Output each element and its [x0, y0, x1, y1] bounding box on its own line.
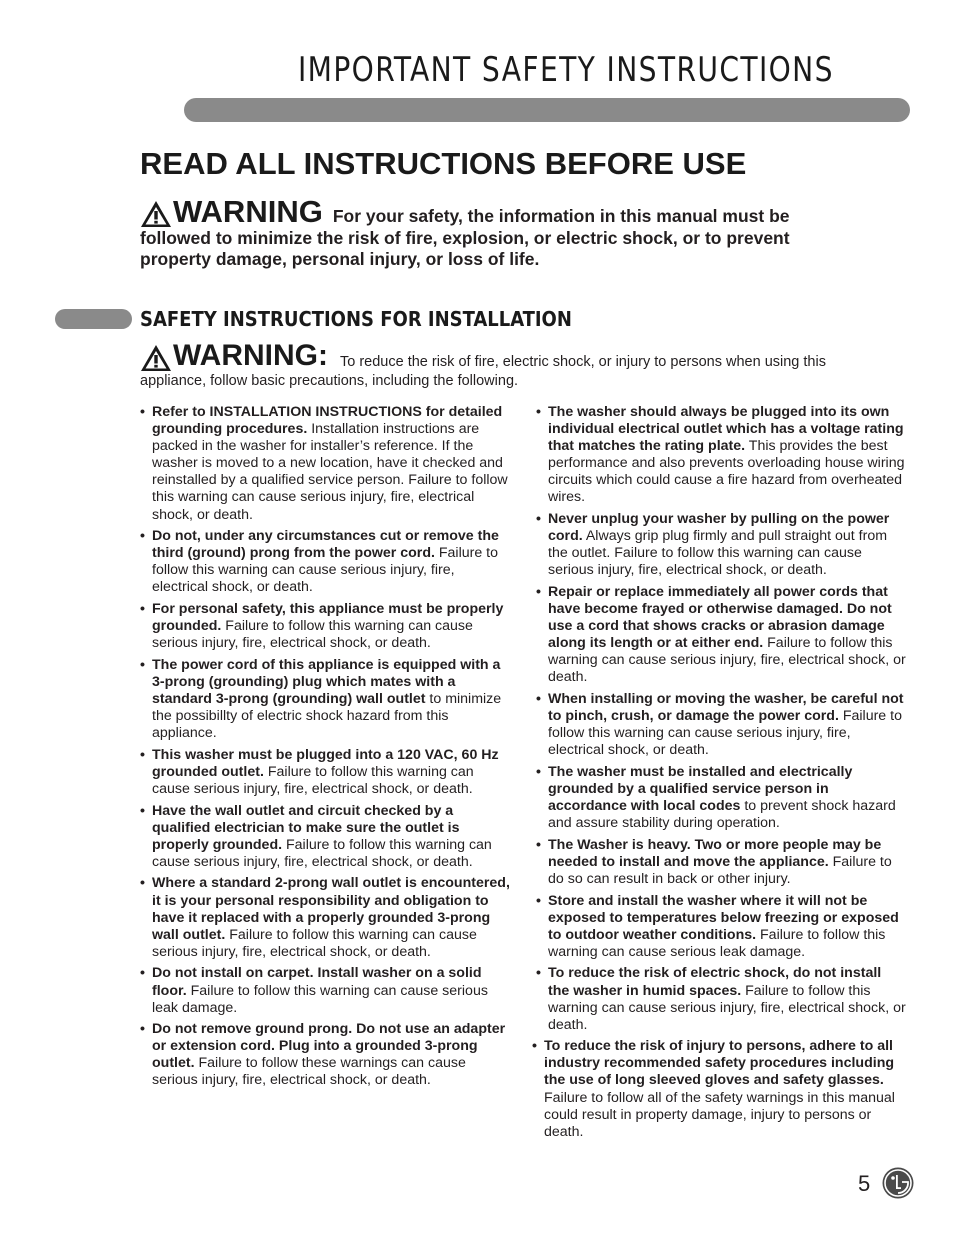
- section-warning-label-text: WARNING:: [173, 339, 328, 372]
- main-warning: [140, 196, 860, 270]
- section-marker: [55, 309, 132, 329]
- section-warning-label: [140, 340, 328, 372]
- item-text: Failure to follow this warning can cause serious injury, fire, electrical shock, or death.: [548, 982, 906, 1033]
- item-bold-text: To reduce the risk of injury to persons, adhere to all industry recommended safety procedures including the use of long sleeved gloves and safety glasses.: [544, 1038, 895, 1089]
- list-item: [140, 747, 512, 798]
- header-bar: [184, 98, 910, 122]
- list-item: [140, 601, 512, 652]
- list-item: [140, 657, 512, 742]
- item-bold-text: Do not remove ground prong. Do not use an adapter or extension cord. Plug into a grounded 3-prong outlet.: [152, 1021, 506, 1072]
- item-bold-text: The Washer is heavy. Two or more people may be needed to install and move the appliance.: [548, 836, 882, 870]
- item-bold-text: Refer to INSTALLATION INSTRUCTIONS for detailed grounding procedures.: [152, 404, 503, 438]
- item-text: Failure to follow this warning can cause serious injury, fire, electrical shock, or death.: [152, 763, 474, 797]
- list-item: [532, 1038, 906, 1141]
- item-text: Failure to follow this warning can cause serious injury, fire, electrical shock, or death.: [548, 708, 902, 759]
- item-bold-text: When installing or moving the washer, be careful not to pinch, crush, or damage the power cord.: [548, 691, 904, 725]
- warning-triangle-icon: [140, 200, 172, 228]
- item-bold-text: For personal safety, this appliance must be properly grounded.: [152, 601, 504, 635]
- warning-text-rest: followed to minimize the risk of fire, explosion, or electric shock, or to prevent property damage, personal injury, or loss of life.: [140, 228, 790, 269]
- item-text: Failure to follow this warning can cause serious leak damage.: [152, 982, 488, 1016]
- list-item: [140, 965, 512, 1016]
- item-bold-text: This washer must be plugged into a 120 VAC, 60 Hz grounded outlet.: [152, 746, 499, 780]
- item-bold-text: Store and install the washer where it will not be exposed to temperatures below freezing or exposed to outdoor weather conditions.: [548, 892, 899, 943]
- item-bold-text: Where a standard 2-prong wall outlet is encountered, it is your personal responsibility and obligation to have it replaced with a properly grounded 3-prong wall outlet.: [152, 875, 510, 943]
- list-item: [536, 837, 906, 888]
- list-item: [140, 803, 512, 871]
- warning-text-first: For your safety, the information in this manual must be: [332, 206, 790, 226]
- warning-label: [140, 196, 323, 228]
- list-item: [536, 691, 906, 759]
- item-bold-text: The washer must be installed and electrically grounded by a qualified service person in accordance with local codes: [548, 763, 853, 815]
- item-text: to prevent shock hazard and assure stability during operation.: [548, 798, 896, 832]
- section-warning-text-rest: appliance, follow basic precautions, including the following.: [140, 373, 519, 389]
- list-item: [140, 1021, 512, 1089]
- item-bold-text: Repair or replace immediately all power cords that have become frayed or otherwise damaged. Do not use a cord that shows cracks or abrasion damage along its length or at either end.: [548, 583, 892, 652]
- item-bold-text: Do not, under any circumstances cut or remove the third (ground) prong from the power cord.: [152, 528, 499, 562]
- item-text: Failure to follow this warning can cause serious injury, fire, electrical shock, or death.: [548, 635, 906, 686]
- section-title: SAFETY INSTRUCTIONS FOR INSTALLATION: [140, 307, 572, 331]
- item-text: Failure to do so can result in back or other injury.: [548, 853, 892, 887]
- list-item: [536, 893, 906, 961]
- left-column: [140, 404, 512, 1094]
- lg-logo-icon: [882, 1167, 914, 1199]
- list-item: [536, 965, 906, 1033]
- page-number: 5: [858, 1171, 871, 1196]
- item-text: Failure to follow this warning can cause serious leak damage.: [548, 926, 886, 960]
- list-item: [140, 528, 512, 596]
- section-warning-text-first: To reduce the risk of fire, electric shock, or injury to persons when using this: [339, 354, 826, 370]
- item-bold-text: Have the wall outlet and circuit checked by a qualified electrician to make sure the outlet is properly grounded.: [152, 802, 460, 853]
- list-item: [536, 511, 906, 579]
- item-text: Failure to follow this warning can cause serious injury, fire, electrical shock, or death.: [152, 545, 499, 596]
- item-bold-text: Never unplug your washer by pulling on the power cord.: [548, 511, 890, 545]
- item-bold-text: Do not install on carpet. Install washer on a solid floor.: [152, 965, 482, 999]
- item-bold-text: The power cord of this appliance is equipped with a 3-prong (grounding) plug which mates with a standard 3-prong (grounding) wall outlet: [152, 656, 501, 707]
- item-text: This provides the best performance and also prevents overloading house wiring circuits which could cause a fire hazard from overheated wires.: [548, 438, 905, 506]
- item-bold-text: The washer should always be plugged into its own individual electrical outlet which has a voltage rating that matches the rating plate.: [548, 404, 904, 455]
- header-title: IMPORTANT SAFETY INSTRUCTIONS: [298, 50, 834, 90]
- list-item: [140, 875, 512, 960]
- list-item: [536, 584, 906, 687]
- item-text: Failure to follow all of the safety warnings in this manual could result in property damage, injury to persons or death.: [544, 1089, 895, 1140]
- list-item: [536, 764, 906, 832]
- list-item: [140, 404, 512, 524]
- item-text: Failure to follow this warning can cause serious injury, fire, electrical shock, or death.: [152, 836, 492, 870]
- section-warning: [140, 340, 880, 390]
- item-text: to minimize the possibillty of electric shock hazard from this appliance.: [152, 691, 502, 742]
- page-heading: READ ALL INSTRUCTIONS BEFORE USE: [140, 146, 747, 181]
- list-item: [536, 404, 906, 507]
- warning-triangle-icon: [140, 344, 172, 372]
- item-text: Failure to follow these warnings can cause serious injury, fire, electrical shock, or death.: [152, 1055, 466, 1089]
- warning-label-text: WARNING: [173, 194, 323, 229]
- item-text: Installation instructions are packed in the washer for installer’s reference. If the washer is moved to a new location, have it checked and reinstalled by a qualified service person. Failure to follow this warning can cause serious injury, fire, electrical shock, or death.: [152, 421, 508, 523]
- item-text: Always grip plug firmly and pull straight out from the outlet. Failure to follow this warning can cause serious injury, fire, electrical shock, or death.: [548, 528, 888, 579]
- item-text: Failure to follow this warning can cause serious injury, fire, electrical shock, or death.: [152, 618, 473, 652]
- item-text: Failure to follow this warning can cause serious injury, fire, electrical shock, or death.: [152, 926, 477, 960]
- right-column: [536, 404, 906, 1145]
- item-bold-text: To reduce the risk of electric shock, do not install the washer in humid spaces.: [548, 965, 882, 999]
